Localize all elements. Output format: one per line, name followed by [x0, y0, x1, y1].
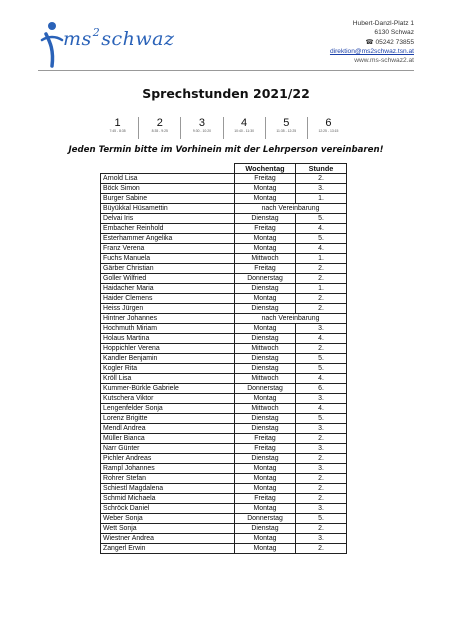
- teacher-name: Lorenz Brigitte: [101, 414, 235, 424]
- hour-cell: 5.: [296, 414, 347, 424]
- hour-cell: 2.: [296, 174, 347, 184]
- hour-cell: 1.: [296, 284, 347, 294]
- hour-cell: 4.: [296, 334, 347, 344]
- table-row: [101, 444, 347, 454]
- table-row: [101, 304, 347, 314]
- teacher-name: Gärber Christian: [101, 264, 235, 274]
- teacher-name: Mendl Andrea: [101, 424, 235, 434]
- weekday-cell: Montag: [235, 194, 296, 204]
- period-number: 2: [156, 117, 163, 129]
- teacher-name: Heiss Jürgen: [101, 304, 235, 314]
- teacher-name: Pichler Andreas: [101, 454, 235, 464]
- weekday-cell: Freitag: [235, 444, 296, 454]
- weekday-cell: Dienstag: [235, 364, 296, 374]
- hour-cell: 2.: [296, 294, 347, 304]
- hour-cell: 3.: [296, 504, 347, 514]
- weekday-cell: Montag: [235, 244, 296, 254]
- table-row: [101, 334, 347, 344]
- teacher-name: Hintner Johannes: [101, 314, 235, 324]
- period-6: [308, 117, 349, 139]
- by-arrangement: nach Vereinbarung: [235, 204, 347, 214]
- table-row: [101, 294, 347, 304]
- weekday-cell: Mittwoch: [235, 254, 296, 264]
- table-row: [101, 534, 347, 544]
- table-row: [101, 454, 347, 464]
- weekday-cell: Montag: [235, 544, 296, 554]
- teacher-name: Zangerl Erwin: [101, 544, 235, 554]
- teacher-name: Hochmuth Miriam: [101, 324, 235, 334]
- table-row: [101, 364, 347, 374]
- hour-cell: 5.: [296, 514, 347, 524]
- hour-cell: 3.: [296, 424, 347, 434]
- weekday-cell: Freitag: [235, 264, 296, 274]
- address-phone: ☎ 05242 73855: [365, 38, 414, 46]
- hour-column-header: Stunde: [296, 164, 347, 174]
- teacher-name: Holaus Martina: [101, 334, 235, 344]
- teacher-name: Embacher Reinhold: [101, 224, 235, 234]
- weekday-cell: Freitag: [235, 224, 296, 234]
- table-row: [101, 474, 347, 484]
- hour-cell: 2.: [296, 474, 347, 484]
- weekday-cell: Freitag: [235, 174, 296, 184]
- weekday-cell: Donnerstag: [235, 274, 296, 284]
- by-arrangement: nach Vereinbarung: [235, 314, 347, 324]
- hour-cell: 3.: [296, 394, 347, 404]
- period-scale: [97, 117, 349, 139]
- period-number: 1: [114, 117, 121, 129]
- teacher-name: Arnold Lisa: [101, 174, 235, 184]
- teacher-name: Goller Wilfried: [101, 274, 235, 284]
- weekday-cell: Dienstag: [235, 304, 296, 314]
- table-row: [101, 524, 347, 534]
- hour-cell: 4.: [296, 374, 347, 384]
- teacher-name: Haider Clemens: [101, 294, 235, 304]
- teacher-name: Kröll Lisa: [101, 374, 235, 384]
- period-number: 3: [198, 117, 205, 129]
- hour-cell: 3.: [296, 534, 347, 544]
- weekday-cell: Donnerstag: [235, 514, 296, 524]
- hour-cell: 5.: [296, 364, 347, 374]
- teacher-name: Wiestner Andrea: [101, 534, 235, 544]
- hour-cell: 5.: [296, 234, 347, 244]
- teacher-name: Rohrer Stefan: [101, 474, 235, 484]
- hour-cell: 2.: [296, 274, 347, 284]
- page-title: Sprechstunden 2021/22: [142, 86, 310, 101]
- hour-cell: 4.: [296, 224, 347, 234]
- hour-cell: 5.: [296, 354, 347, 364]
- teacher-name: Fuchs Manuela: [101, 254, 235, 264]
- hour-cell: 2.: [296, 304, 347, 314]
- teacher-name: Lengenfelder Sonja: [101, 404, 235, 414]
- teacher-name: Büyükkal Hüsamettin: [101, 204, 235, 214]
- table-row: [101, 274, 347, 284]
- hour-cell: 2.: [296, 494, 347, 504]
- teacher-name: Haidacher Maria: [101, 284, 235, 294]
- weekday-cell: Montag: [235, 504, 296, 514]
- table-row: [101, 184, 347, 194]
- hour-cell: 6.: [296, 384, 347, 394]
- table-row: [101, 514, 347, 524]
- teacher-name: Wett Sonja: [101, 524, 235, 534]
- period-time: 11:35 - 12:25: [276, 129, 297, 133]
- table-row: [101, 314, 347, 324]
- hour-cell: 2.: [296, 434, 347, 444]
- table-row: [101, 434, 347, 444]
- weekday-cell: Dienstag: [235, 354, 296, 364]
- period-time: 9:30 - 10:20: [192, 129, 211, 133]
- table-row: [101, 394, 347, 404]
- hour-cell: 3.: [296, 464, 347, 474]
- teacher-name: Hoppichler Verena: [101, 344, 235, 354]
- weekday-column-header: Wochentag: [235, 164, 296, 174]
- table-row: [101, 384, 347, 394]
- weekday-cell: Dienstag: [235, 414, 296, 424]
- table-row: [101, 264, 347, 274]
- table-row: [101, 234, 347, 244]
- weekday-cell: Dienstag: [235, 424, 296, 434]
- header-divider: [38, 70, 414, 71]
- hour-cell: 3.: [296, 324, 347, 334]
- period-3: [181, 117, 223, 139]
- hour-cell: 2.: [296, 454, 347, 464]
- hour-cell: 3.: [296, 444, 347, 454]
- office-hours-table: [100, 163, 347, 554]
- teacher-name: Kogler Rita: [101, 364, 235, 374]
- table-row: [101, 464, 347, 474]
- table-row: [101, 224, 347, 234]
- address-city: 6130 Schwaz: [374, 29, 414, 37]
- table-row: [101, 414, 347, 424]
- period-4: [224, 117, 266, 139]
- weekday-cell: Dienstag: [235, 524, 296, 534]
- hour-cell: 2.: [296, 484, 347, 494]
- hour-cell: 4.: [296, 404, 347, 414]
- period-5: [266, 117, 308, 139]
- school-logo-text: $ms^2schwaz$: [63, 26, 175, 50]
- weekday-cell: Montag: [235, 484, 296, 494]
- period-number: 5: [283, 117, 290, 129]
- weekday-cell: Freitag: [235, 434, 296, 444]
- teacher-name: Esterhammer Angelika: [101, 234, 235, 244]
- hour-cell: 5.: [296, 214, 347, 224]
- table-row: [101, 244, 347, 254]
- teacher-name: Schiestl Magdalena: [101, 484, 235, 494]
- period-number: 4: [241, 117, 248, 129]
- teacher-name: Franz Verena: [101, 244, 235, 254]
- teacher-name: Rampl Johannes: [101, 464, 235, 474]
- period-2: [139, 117, 181, 139]
- teacher-name: Kandler Benjamin: [101, 354, 235, 364]
- table-row: [101, 214, 347, 224]
- teacher-name: Burger Sabine: [101, 194, 235, 204]
- teacher-name: Narr Günter: [101, 444, 235, 454]
- weekday-cell: Montag: [235, 324, 296, 334]
- table-row: [101, 284, 347, 294]
- weekday-cell: Montag: [235, 184, 296, 194]
- teacher-name: Böck Simon: [101, 184, 235, 194]
- teacher-name: Weber Sonja: [101, 514, 235, 524]
- teacher-name: Schröck Daniel: [101, 504, 235, 514]
- weekday-cell: Freitag: [235, 494, 296, 504]
- hour-cell: 2.: [296, 544, 347, 554]
- table-row: [101, 204, 347, 214]
- hour-cell: 2.: [296, 524, 347, 534]
- website-link[interactable]: www.ms-schwaz2.at: [354, 57, 414, 65]
- period-1: [97, 117, 139, 139]
- weekday-cell: Montag: [235, 234, 296, 244]
- table-header-row: [101, 164, 347, 174]
- teacher-name: Kummer-Bürkle Gabriele: [101, 384, 235, 394]
- weekday-cell: Montag: [235, 294, 296, 304]
- weekday-cell: Dienstag: [235, 284, 296, 294]
- teacher-name: Delvai Iris: [101, 214, 235, 224]
- weekday-cell: Mittwoch: [235, 374, 296, 384]
- weekday-cell: Montag: [235, 534, 296, 544]
- hour-cell: 2.: [296, 264, 347, 274]
- weekday-cell: Dienstag: [235, 334, 296, 344]
- period-time: 7:45 - 8:35: [109, 129, 126, 133]
- table-row: [101, 424, 347, 434]
- teacher-name: Müller Bianca: [101, 434, 235, 444]
- school-address: [330, 19, 414, 65]
- weekday-cell: Montag: [235, 464, 296, 474]
- appointment-notice: Jeden Termin bitte im Vorhinein mit der Lehrperson vereinbaren!: [68, 145, 384, 155]
- teacher-name: Kutschera Viktor: [101, 394, 235, 404]
- table-row: [101, 254, 347, 264]
- hour-cell: 3.: [296, 184, 347, 194]
- table-row: [101, 354, 347, 364]
- hour-cell: 1.: [296, 194, 347, 204]
- teacher-name: Schmid Michaela: [101, 494, 235, 504]
- weekday-cell: Mittwoch: [235, 404, 296, 414]
- table-row: [101, 504, 347, 514]
- table-row: [101, 404, 347, 414]
- table-row: [101, 174, 347, 184]
- period-time: 8:35 - 9:25: [151, 129, 168, 133]
- weekday-cell: Donnerstag: [235, 384, 296, 394]
- period-number: 6: [325, 117, 332, 129]
- weekday-cell: Mittwoch: [235, 344, 296, 354]
- weekday-cell: Dienstag: [235, 214, 296, 224]
- period-time: 12:25 - 13:15: [318, 129, 339, 133]
- weekday-cell: Montag: [235, 394, 296, 404]
- email-link[interactable]: direktion@ms2schwaz.tsn.at: [329, 47, 414, 55]
- name-column-header: [101, 164, 235, 174]
- weekday-cell: Montag: [235, 474, 296, 484]
- address-street: Hubert-Danzl-Platz 1: [352, 20, 414, 27]
- weekday-cell: Dienstag: [235, 454, 296, 464]
- hour-cell: 1.: [296, 254, 347, 264]
- table-row: [101, 344, 347, 354]
- table-row: [101, 484, 347, 494]
- table-row: [101, 544, 347, 554]
- hour-cell: 4.: [296, 244, 347, 254]
- table-row: [101, 374, 347, 384]
- period-time: 10:40 - 11:30: [234, 129, 254, 133]
- table-row: [101, 324, 347, 334]
- table-row: [101, 494, 347, 504]
- table-row: [101, 194, 347, 204]
- hour-cell: 2.: [296, 344, 347, 354]
